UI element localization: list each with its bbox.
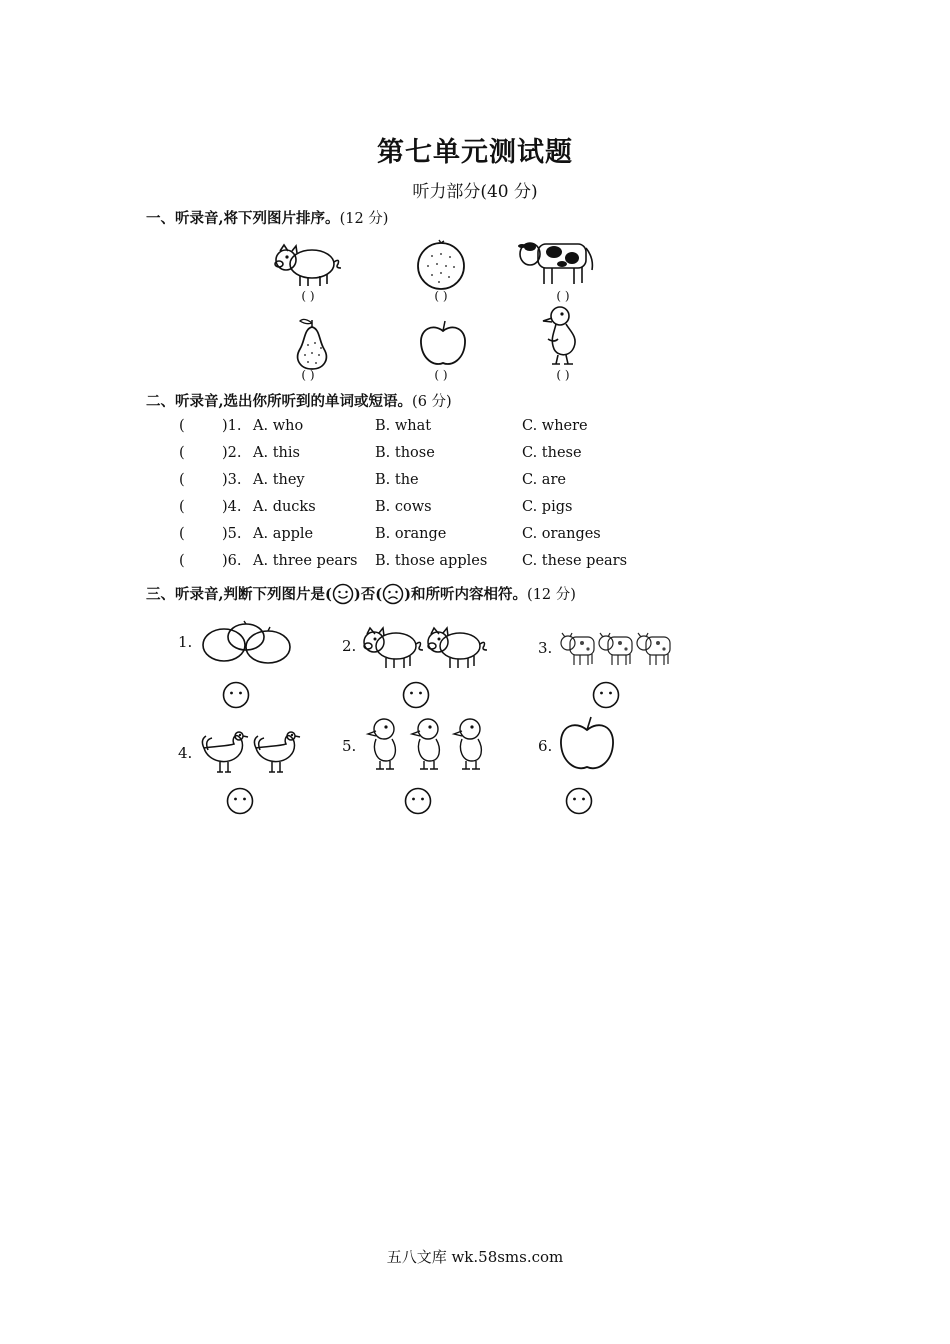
judge-circle-icon[interactable] xyxy=(591,680,621,710)
option-c: C. these pears xyxy=(522,553,628,569)
option-c: C. these xyxy=(522,445,582,461)
option-b: B. what xyxy=(375,418,432,434)
smiley-face-icon xyxy=(332,583,354,605)
answer-blank[interactable]: ( ) xyxy=(301,368,315,382)
sad-face-icon xyxy=(382,583,404,605)
judge-circle-icon[interactable] xyxy=(401,680,431,710)
answer-paren[interactable]: ( xyxy=(179,445,185,461)
option-b: B. those xyxy=(375,445,435,461)
answer-paren[interactable]: ( xyxy=(179,553,185,569)
option-c: C. pigs xyxy=(522,499,573,515)
item-number: 4. xyxy=(178,744,193,762)
option-a: A. who xyxy=(253,418,304,434)
option-a: A. three pears xyxy=(253,553,358,569)
option-b: B. those apples xyxy=(375,553,488,569)
answer-blank[interactable]: ( ) xyxy=(556,289,570,303)
page-title: 第七单元测试题 xyxy=(377,137,573,168)
option-c: C. oranges xyxy=(522,526,601,542)
apple-picture xyxy=(418,319,468,367)
option-a: A. this xyxy=(253,445,300,461)
section3-heading: 三、听录音,判断下列图片是( )否( )和所听内容相符。(12 分) xyxy=(146,583,576,605)
two-pigs-picture xyxy=(362,622,492,670)
duck-picture xyxy=(540,303,584,367)
question-number: )3. xyxy=(222,472,242,488)
three-cows-picture xyxy=(558,627,674,669)
footer-watermark: 五八文库 wk.58sms.com xyxy=(386,1248,564,1266)
item-number: 5. xyxy=(342,737,357,755)
page-subtitle: 听力部分(40 分) xyxy=(412,182,538,202)
judge-circle-icon[interactable] xyxy=(225,786,255,816)
option-c: C. are xyxy=(522,472,566,488)
option-a: A. they xyxy=(253,472,305,488)
judge-circle-icon[interactable] xyxy=(403,786,433,816)
orange-picture xyxy=(414,240,468,290)
section2-heading: 二、听录音,选出你所听到的单词或短语。(6 分) xyxy=(146,393,452,410)
three-ducks-picture xyxy=(364,715,492,773)
pig-picture xyxy=(272,240,344,288)
option-a: A. apple xyxy=(253,526,314,542)
pear-picture xyxy=(290,317,334,371)
item-number: 3. xyxy=(538,639,553,657)
item-number: 2. xyxy=(342,637,357,655)
option-a: A. ducks xyxy=(253,499,316,515)
option-b: B. the xyxy=(375,472,419,488)
question-number: )1. xyxy=(222,418,242,434)
oranges-picture xyxy=(200,617,294,665)
question-number: )4. xyxy=(222,499,242,515)
answer-paren[interactable]: ( xyxy=(179,418,185,434)
option-c: C. where xyxy=(522,418,588,434)
answer-blank[interactable]: ( ) xyxy=(434,368,448,382)
judge-circle-icon[interactable] xyxy=(564,786,594,816)
option-b: B. cows xyxy=(375,499,432,515)
cow-picture xyxy=(516,234,598,286)
question-number: )2. xyxy=(222,445,242,461)
answer-blank[interactable]: ( ) xyxy=(556,368,570,382)
answer-paren[interactable]: ( xyxy=(179,526,185,542)
answer-paren[interactable]: ( xyxy=(179,499,185,515)
judge-circle-icon[interactable] xyxy=(221,680,251,710)
item-number: 1. xyxy=(178,633,193,651)
answer-blank[interactable]: ( ) xyxy=(301,289,315,303)
big-apple-picture xyxy=(558,714,616,772)
question-number: )5. xyxy=(222,526,242,542)
two-hens-picture xyxy=(198,728,306,774)
question-number: )6. xyxy=(222,553,242,569)
item-number: 6. xyxy=(538,737,553,755)
option-b: B. orange xyxy=(375,526,447,542)
answer-paren[interactable]: ( xyxy=(179,472,185,488)
section1-heading: 一、听录音,将下列图片排序。(12 分) xyxy=(146,210,389,227)
answer-blank[interactable]: ( ) xyxy=(434,289,448,303)
